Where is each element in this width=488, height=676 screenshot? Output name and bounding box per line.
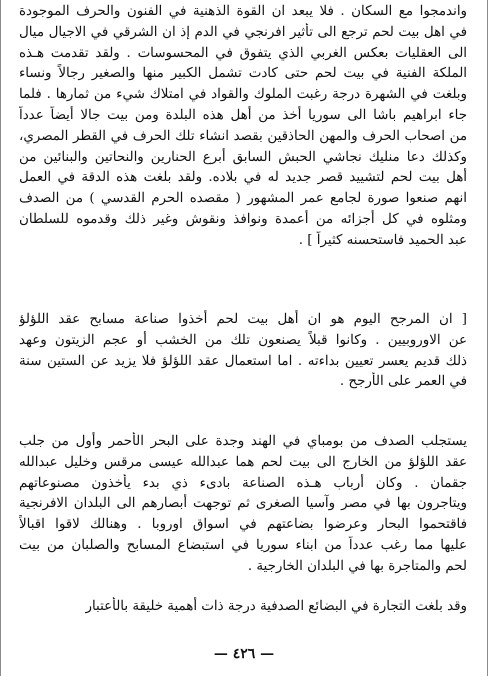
text-line: [ ان المرجح اليوم هو ان أهل بيت لحم أخذوا صناعة مسابح عقد اللؤلؤ: [19, 312, 467, 327]
text-line: واندمجوا مع السكان . فلا يبعد ان القوة الذهنية في الفنون والحرف الموجودة: [19, 4, 467, 19]
text-line: فاقتحموا البحار وعرضوا بضاعتهم في اسواق اوروبا . وهنالك لاقوا اقبالاً: [19, 517, 467, 533]
paragraph-3: [19, 432, 467, 578]
text-line: وبلغت في الشهرة درجة رغبت الملوك والقواد في امتلاك شيء من ثمارها . فلما: [19, 87, 467, 103]
text-line: في اهل بيت لحم ترجع الى تأثير افرنجي في الدم إذ ان الشرقي في الاجيال ميال: [19, 24, 467, 40]
text-line: عبد الحميد فاستحسنه كثيراً ] .: [298, 232, 467, 248]
text-line: من اصحاب الحرف والمهن الحاذقين بقصد انشاء تلك الحرف في القطر المصري،: [19, 128, 467, 144]
text-line: يستجلب الصدف من بومباي في الهند وجدة على البحر الأحمر وأول من جلب: [19, 434, 467, 449]
text-line: جقمان . وكان أرباب هـذه الصناعة بادىء ذي بدء يأخذون مصنوعاتهم: [19, 475, 467, 491]
paragraph-2: [19, 310, 467, 393]
text-line: ذلك قديم يعسر تعيين بداءته . اما استعمال عقد اللؤلؤ فلا يزيد عن الستين سنة: [19, 353, 467, 369]
paragraph-4: [19, 597, 467, 618]
text-line: عقد اللؤلؤ من الخارج الى بيت لحم هما عبدالله عيسى مرقس وخليل عبدالله: [19, 454, 467, 470]
paragraph-1: [19, 2, 467, 252]
text-line: الى العقليات بعكس الغربي الذي يتفوق في المحسوسات . ولقد تقدمت هـذه: [19, 45, 467, 61]
text-line: لحم والمتاجرة بها في البلدان الخارجية .: [247, 558, 467, 574]
page-number: — ٤٢٦ —: [213, 646, 275, 662]
text-line: عن الاوروبيين . وكانوا قبلاً يصنعون تلك من الخشب أو عجم الزيتون وعهد: [19, 332, 467, 348]
text-line: أهل بيت لحم لتشييد قصر جديد له في بلاده. ولقد بلغت هذه الدقة في العمل: [19, 170, 467, 186]
text-line: ومثلوه في كل أجزائه من أعمدة ونوافذ ونقوش وغير ذلك وقدموه للسلطان: [19, 211, 467, 227]
text-line: ويتاجرون بها في مصر وآسيا الصغرى ثم توجهت أبصارهم الى البلدان الافرنجية: [19, 496, 467, 512]
text-line: عليها مما رغب عدداً من ابناء سوريا في استبضاع المسابح والصلبان من بيت: [19, 537, 467, 553]
text-line: وقد بلغت التجارة في البضائع الصدفية درجة ذات أهمية خليقة بالأعتبار: [85, 599, 467, 614]
text-line: جاء ابراهيم باشا الى سوريا أخذ من أهل هذه البلدة ومن بيت جالا أيضاً عدداً: [19, 107, 467, 123]
text-line: وكذلك دعا منليك نجاشي الحبش السابق أبرع الحنارين والنحاتين والبنائين من: [19, 149, 467, 165]
text-line: انهم صنعوا صورة لجامع عمر المشهور ( مقصده الحرم القدسي ) من الصدف: [19, 191, 467, 207]
text-line: في العمر على الأرجح .: [339, 374, 467, 390]
text-line: الملكة الفنية في بيت لحم حتى كادت تشمل الكبير منها والصغير رجالاً ونساء: [19, 66, 467, 82]
